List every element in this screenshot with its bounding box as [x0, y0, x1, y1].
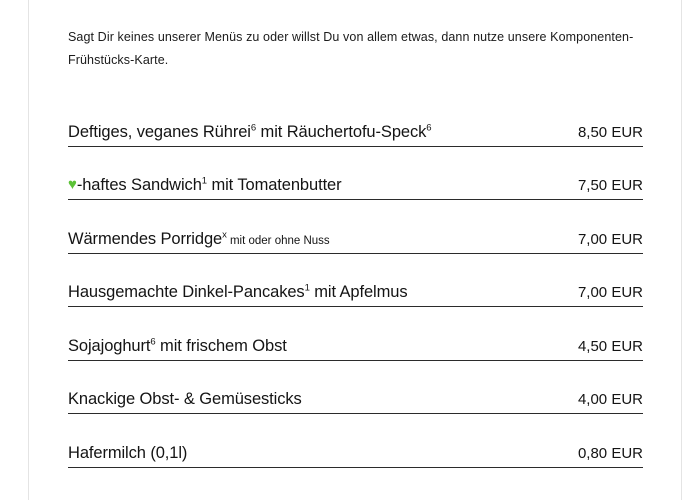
menu-item-footnote-2: 6: [426, 122, 432, 134]
menu-item-note: mit oder ohne Nuss: [226, 234, 330, 247]
menu-item-name: [68, 230, 330, 249]
menu-item-name-part1: Wärmendes Porridge: [68, 229, 223, 248]
menu-item-name-part1: Deftiges, veganes Rührei: [68, 122, 251, 141]
menu-item-row: [68, 414, 643, 468]
menu-item-price: 0,80 EUR: [577, 444, 643, 462]
menu-list: [68, 93, 643, 468]
menu-item-row: [68, 361, 643, 415]
menu-item-price: 7,00 EUR: [577, 284, 643, 302]
menu-item-footnote: 6: [150, 336, 156, 348]
menu-item-name-part2: mit Apfelmus: [309, 283, 408, 302]
menu-item-price: 7,50 EUR: [577, 177, 643, 195]
menu-item-name: Knackige Obst- & Gemüsesticks: [68, 390, 302, 409]
page-right-gutter: [681, 0, 700, 500]
heart-icon: ♥: [68, 176, 77, 194]
menu-item-price: 8,50 EUR: [577, 123, 643, 141]
menu-item-name: Hafermilch (0,1l): [68, 443, 188, 462]
menu-item-footnote: 6: [250, 122, 257, 134]
menu-item-name-part2: mit Tomatenbutter: [206, 176, 342, 195]
menu-item-name: [68, 123, 431, 142]
menu-item-footnote: x: [222, 229, 227, 241]
menu-item-row: [68, 93, 643, 147]
menu-item-name-part2: mit Räuchertofu-Speck: [256, 122, 427, 141]
menu-item-row: [68, 307, 643, 361]
page-left-gutter: [0, 0, 29, 500]
menu-item-footnote: 1: [201, 175, 207, 187]
intro-paragraph: Sagt Dir keines unserer Menüs zu oder willst Du von allem etwas, dann nutze unsere Komponenten-Frühstücks-Karte.: [68, 30, 634, 68]
document-content: [68, 0, 643, 500]
menu-item-price: 7,00 EUR: [577, 230, 643, 248]
menu-item-name-part1: Hausgemachte Dinkel-Pancakes: [68, 283, 305, 302]
menu-item-name: [68, 176, 342, 195]
menu-item-row: [68, 147, 643, 201]
menu-item-price: 4,50 EUR: [577, 337, 643, 355]
menu-item-row: [68, 254, 643, 308]
menu-item-name-part1: -haftes Sandwich: [76, 176, 202, 195]
menu-item-price: 4,00 EUR: [577, 391, 643, 409]
menu-item-name-part2: mit frischem Obst: [155, 336, 287, 355]
menu-item-row: [68, 200, 643, 254]
menu-item-name: [68, 283, 408, 302]
menu-item-footnote: 1: [304, 282, 310, 294]
menu-item-name-part1: Sojajoghurt: [68, 336, 151, 355]
menu-item-name: [68, 337, 287, 356]
